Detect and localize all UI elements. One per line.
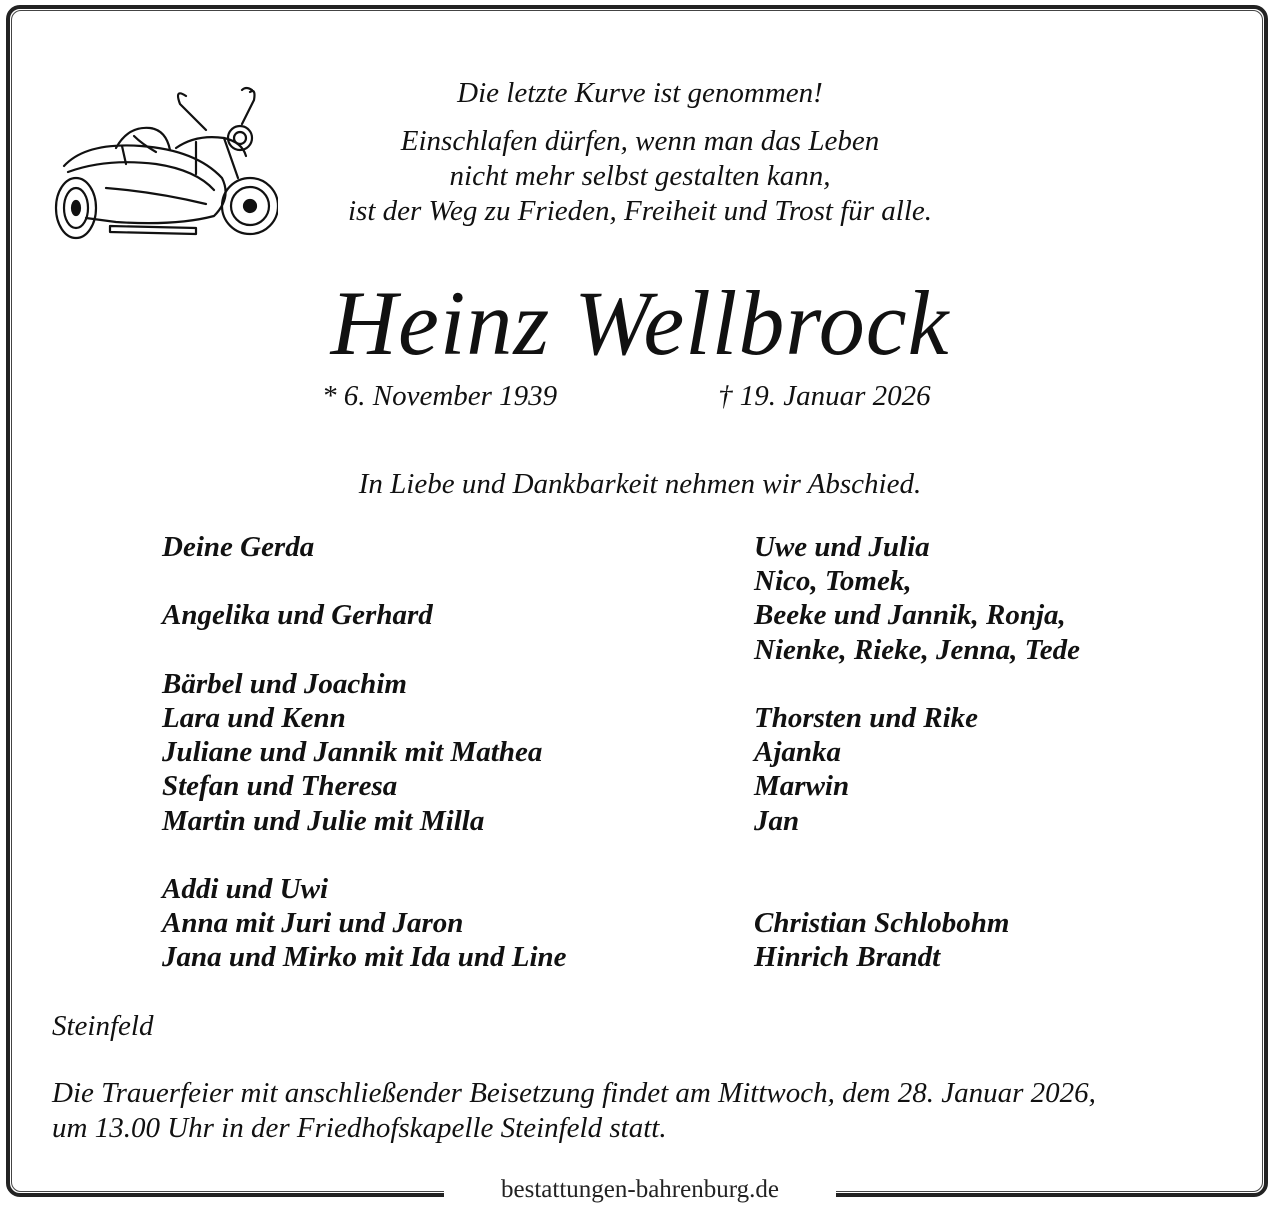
mourner-line (754, 872, 1080, 906)
birth-date: * 6. November 1939 (322, 380, 558, 412)
mourner-line: Lara und Kenn (162, 701, 346, 734)
mourner-line: Stefan und Theresa (162, 770, 398, 803)
service-notice (52, 1076, 1252, 1146)
mourner-line: Hinrich Brandt (754, 941, 941, 974)
mourner-line (754, 838, 1080, 872)
footer-website: bestattungen-bahrenburg.de (444, 1170, 836, 1210)
mourner-line: Anna mit Juri und Jaron (162, 907, 464, 940)
motorcycle-sidecar-icon (46, 86, 278, 244)
deceased-name: Heinz Wellbrock (330, 272, 950, 374)
poem (300, 76, 980, 229)
mourners-right-column (754, 530, 1080, 974)
mourner-line (162, 838, 567, 872)
death-date: † 19. Januar 2026 (718, 380, 931, 412)
mourner-line: Thorsten und Rike (754, 701, 978, 734)
mourner-line: Juliane und Jannik mit Mathea (162, 736, 543, 769)
mourner-line: Jan (754, 804, 800, 837)
mourner-line (162, 633, 567, 667)
mourner-line: Martin und Julie mit Milla (162, 804, 485, 837)
farewell-text: In Liebe und Dankbarkeit nehmen wir Abschied. (358, 468, 922, 500)
service-line: Die Trauerfeier mit anschließender Beisetzung findet am Mittwoch, dem 28. Januar 2026, (52, 1077, 1096, 1109)
poem-line: ist der Weg zu Frieden, Freiheit und Trost für alle. (347, 195, 932, 227)
mourners-left-column (162, 530, 567, 974)
place-name: Steinfeld (52, 1010, 154, 1042)
mourner-line: Marwin (754, 770, 850, 803)
mourner-line: Deine Gerda (162, 531, 315, 563)
mourner-line (754, 667, 1080, 701)
mourner-line: Addi und Uwi (162, 872, 328, 905)
mourner-line: Uwe und Julia (754, 531, 930, 563)
mourner-line: Bärbel und Joachim (162, 667, 407, 700)
service-line: um 13.00 Uhr in der Friedhofskapelle Steinfeld statt. (52, 1112, 667, 1144)
mourner-line (162, 564, 567, 598)
poem-first-line: Die letzte Kurve ist genommen! (457, 77, 823, 109)
poem-line: Einschlafen dürfen, wenn man das Leben (400, 125, 880, 157)
mourner-line: Angelika und Gerhard (162, 599, 433, 632)
mourner-line: Christian Schlobohm (754, 907, 1010, 940)
mourner-line: Nico, Tomek, (754, 565, 912, 598)
mourner-line: Jana und Mirko mit Ida und Line (162, 941, 567, 974)
mourner-line: Nienke, Rieke, Jenna, Tede (754, 633, 1080, 666)
poem-line: nicht mehr selbst gestalten kann, (449, 160, 831, 192)
mourner-line: Beeke und Jannik, Ronja, (754, 599, 1066, 632)
mourner-line: Ajanka (754, 736, 842, 769)
